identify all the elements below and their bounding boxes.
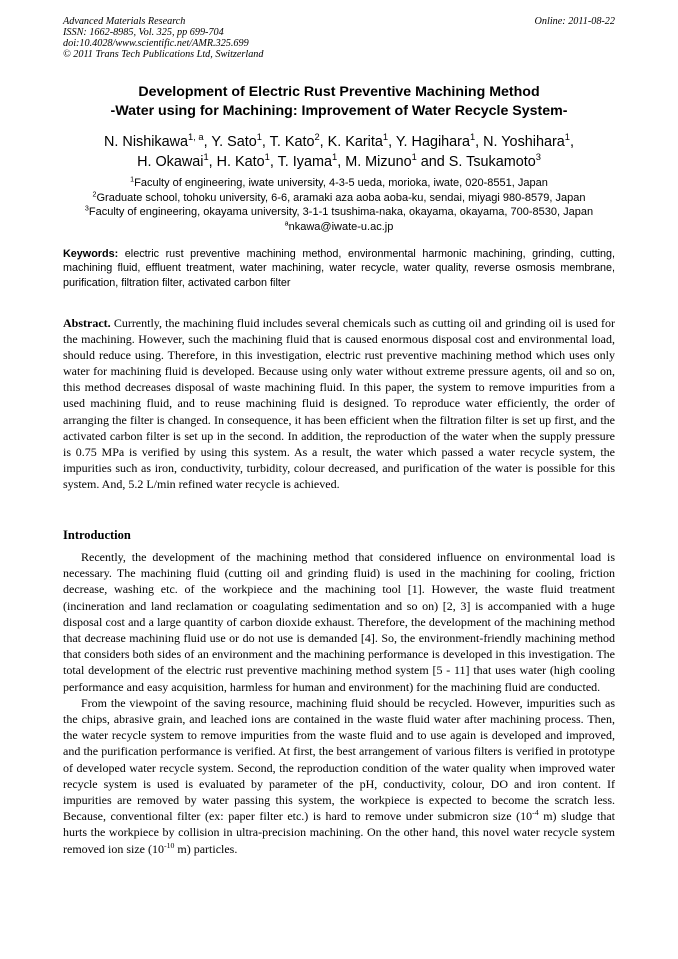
abstract-text: Currently, the machining fluid includes several chemicals such as cutting oil and grinding oil is used for the machining. However, such the machining fluid that is caused enormous disposal cost and environmental load, should reduce using. Therefore, in this investigation, electric rust preventive machining method which uses only water for machining fluid is developed. Because using only water without extreme pressure agents, oil and so on, this method decreases disposal of waste machining fluid. In this paper, the system to remove impurities from a used machining fluid, and to reuse machining fluid is designed. To reproduce water efficiently, the order of arranging the filter is changed. In consequence, it has been efficient when the filtration filter is set up first, and the activated carbon filter is set up in the second. In addition, the reproduction of the water when the supply pressure is 0.75 MPa is verified by using this system. As a result, the water which passed a water recycle system, the impurities such as iron, conductivity, turbidity, colour decreased, and purification of the water is possible for this system. And, 5.2 L/min refined water recycle is achieved. [63,316,615,491]
affiliation: $^1$Faculty of engineering, iwate university, 4-3-5 ueda, morioka, iwate, 020-8551, Japan [130,175,548,189]
abstract [63,315,615,492]
author: H. Okawai$^1$, [137,152,217,170]
copyright-line: © 2011 Trans Tech Publications Ltd, Switzerland [63,49,264,60]
online-date: Online: 2011-08-22 [534,16,615,27]
author: H. Kato$^1$, [216,152,278,170]
author: Y. Sato$^1$, [211,132,270,150]
title-line-1: Development of Electric Rust Preventive Machining Method [138,84,540,100]
author: M. Mizuno$^1$ and [345,152,449,170]
abstract-label: Abstract. [63,316,111,330]
author-list [40,132,638,172]
keywords [63,247,615,290]
keywords-label: Keywords: [63,248,119,260]
affiliation: $^3$Faculty of engineering, okayama university, 3-1-1 tsushima-naka, okayama, okayama, 700-8530, Japan [84,204,594,218]
author: N. Yoshihara$^1$, [483,132,574,150]
keywords-text: electric rust preventive machining method, environmental harmonic machining, grinding, cutting, machining fluid, effluent treatment, water machining, water recycle, water quality, reverse osmosis membrane, purification, filtration filter, activated carbon filter [63,248,615,289]
paragraph: Recently, the development of the machining method that considered influence on environmental load is necessary. The machining fluid (cutting oil and grinding fluid) is used in the machining for cooling, friction decrease, washing etc. of the workpiece and the machining tool [1]. However, the waste fluid treatment (incineration and land reclamation or coagulating sedimentation and so on) [2, 3] is accompanied with a huge disposal cost and a large quantity of carbon dioxide exhaust. Therefore, the development of the machining method that decrease machining fluid use or do not use is demanded [4]. So, the environment-friendly machining method that considers both sides of an environment and the machining performance is developed in this investigation. The total development of the electric rust preventive machining method system [5 - 11] that uses water (high cooling performance and easy acquisition, harmless for human and environment) for the machining fluid are conducted. [63,550,615,694]
issn-line: ISSN: 1662-8985, Vol. 325, pp 699-704 [63,27,224,38]
paper-title [40,83,638,121]
section-heading-introduction: Introduction [63,528,131,542]
author: Y. Hagihara$^1$, [395,132,484,150]
affiliations [40,176,638,234]
author: K. Karita$^1$, [327,132,396,150]
journal-name: Advanced Materials Research [63,16,186,27]
author: T. Iyama$^1$, [277,152,346,170]
doi-line: doi:10.4028/www.scientific.net/AMR.325.699 [63,38,249,49]
author: N. Nishikawa$^{1, a}$, [104,132,212,150]
journal-header [63,16,615,60]
contact-email: $^a$nkawa@iwate-u.ac.jp [284,218,394,233]
paragraph: From the viewpoint of the saving resource, machining fluid should be recycled. However, impurities such as the chips, abrasive grain, and leached ions are contained in the waste fluid water after machining process. Then, the water recycle system to remove impurities from the waste fluid and to use again is developed and improved, and the purification performance is verified. At first, the best arrangement of various filters is verified in prototype of developed water recycle system. Second, the reproduction condition of the water quality when improved water recycle system is used is evaluated by parameter of the pH, conductivity, colour, DO and iron content. If impurities are removed by water passing this system, the workpiece is expected to become the scratch less. Because, conventional filter (ex: paper filter etc.) is hard to remove under submicron size ($10^{-4}$ m) sludge that hurts the workpiece by collision in ultra-precision machining. On the other hand, this novel water recycle system removed ion size ($10^{-10}$ m) particles. [63,695,616,856]
introduction-body [63,549,615,857]
author: S. Tsukamoto$^3$ [448,152,541,170]
title-line-2: -Water using for Machining: Improvement of Water Recycle System- [110,103,568,119]
author: T. Kato$^2$, [269,132,328,150]
affiliation: $^2$Graduate school, tohoku university, 6-6, aramaki aza aoba aoba-ku, sendai, miyagi 980-8579, Japan [92,189,586,204]
